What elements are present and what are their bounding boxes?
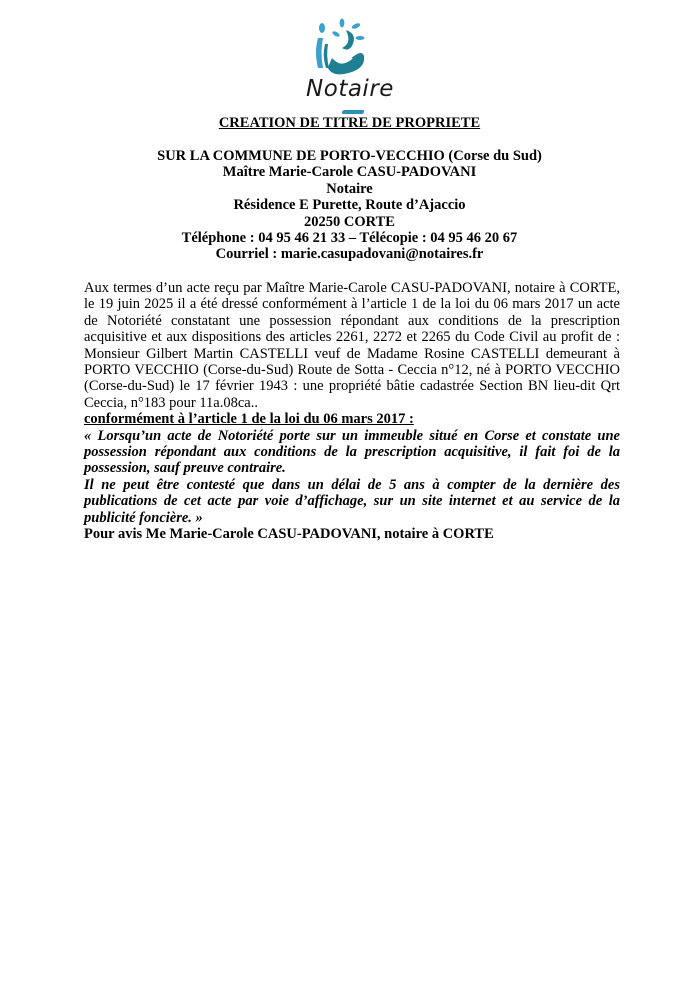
logo-accent-dash [341, 110, 364, 114]
notary-header [0, 148, 699, 263]
main-paragraph: Aux termes d’un acte reçu par Maître Marie-Carole CASU-PADOVANI, notaire à CORTE, le 19 juin 2025 il a été dressé conformément à l’article 1 de la loi du 06 mars 2017 un acte de Notoriété constatant une possession répondant aux conditions de la prescription acquisitive et aux dispositions des articles 2261, 2272 et 2265 du Code Civil au profit de : Monsieur Gilbert Martin CASTELLI veuf de Madame Rosine CASTELLI demeurant à PORTO VECCHIO (Corse-du-Sud) Route de Sotta - Ceccia n°12, né à PORTO VECCHIO (Corse-du-Sud) le 17 février 1943 : une propriété bâtie cadastrée Section BN lieu-dit Qrt Ceccia, n°183 pour 11a.08ca.. [84, 280, 620, 411]
notary-title: Notaire [326, 180, 373, 197]
notary-postal-city: 20250 CORTE [304, 213, 395, 230]
notaire-logo [296, 18, 404, 118]
logo-text: Notaire [306, 76, 394, 102]
notary-phone-fax: Téléphone : 04 95 46 21 33 – Télécopie : 04 95 46 20 67 [181, 230, 518, 247]
signature-line: Pour avis Me Marie-Carole CASU-PADOVANI, notaire à CORTE [84, 526, 494, 543]
commune-line: SUR LA COMMUNE DE PORTO-VECCHIO (Corse du Sud) [157, 148, 542, 164]
notary-email: Courriel : marie.casupadovani@notaires.fr [215, 246, 484, 263]
notary-address: Résidence E Purette, Route d’Ajaccio [233, 197, 466, 214]
notaire-emblem-icon [296, 18, 404, 80]
law-quote-2: Il ne peut être contesté que dans un délai de 5 ans à compter de la dernière des publications de cet acte par voie d’affichage, sur un site internet et au service de la publicité foncière. » [84, 476, 620, 526]
document-title: CREATION DE TITRE DE PROPRIETE [218, 115, 481, 131]
document-body [84, 280, 620, 543]
law-reference-heading: conformément à l’article 1 de la loi du 06 mars 2017 : [84, 411, 414, 428]
law-quote-1: « Lorsqu’un acte de Notoriété porte sur un immeuble situé en Corse et constate une possession répondant aux conditions de la prescription acquisitive, il fait foi de la possession, sauf preuve contraire. [84, 427, 620, 477]
notary-name: Maître Marie-Carole CASU-PADOVANI [222, 164, 477, 181]
